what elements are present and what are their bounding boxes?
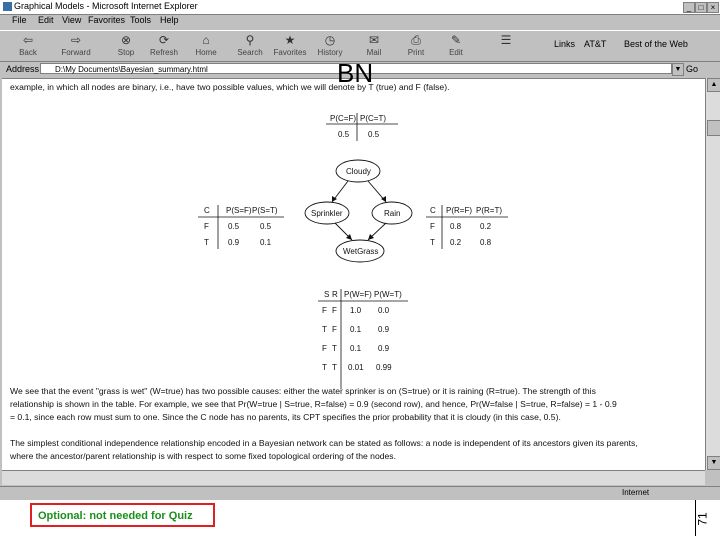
search-label: Search <box>237 48 263 57</box>
home-button[interactable] <box>188 33 224 61</box>
minimize-button[interactable]: _ <box>683 2 695 13</box>
links-label: Links <box>554 39 576 49</box>
menu-view[interactable]: View <box>62 15 82 25</box>
quiz-note-box <box>30 503 215 527</box>
refresh-button[interactable] <box>146 33 182 61</box>
slide-title: BN <box>337 58 374 88</box>
edit-button[interactable] <box>438 33 474 61</box>
wg-r2c0: F <box>322 344 327 353</box>
forward-arrow-icon: ⇨ <box>70 33 82 47</box>
bayes-net-diagram <box>2 99 705 399</box>
stop-label: Stop <box>117 48 135 57</box>
para1-line3: = 0.1, since each row must sum to one. Since the C node has no parents, its CPT specifies the prior probability that it is cloudy (in this case, 0.5). <box>10 412 561 422</box>
discuss-button[interactable] <box>488 33 524 61</box>
print-button[interactable] <box>398 33 434 61</box>
wetgrass-h0: S <box>324 290 330 299</box>
sprinkler-r0c2: 0.5 <box>260 222 272 231</box>
menu-file[interactable]: File <box>12 15 27 25</box>
wetgrass-h3: P(W=T) <box>374 290 402 299</box>
address-label: Address <box>6 64 40 74</box>
mail-icon: ✉ <box>368 33 380 47</box>
sprinkler-node-label: Sprinkler <box>311 209 343 218</box>
rain-cpt-table <box>426 205 508 249</box>
history-label: History <box>317 48 343 57</box>
print-icon: ⎙ <box>411 33 421 47</box>
scroll-down-button[interactable]: ▼ <box>707 456 720 470</box>
para2-line2: where the ancestor/parent relationship is with respect to some fixed topological ordering of the nodes. <box>10 451 396 461</box>
mail-button[interactable] <box>356 33 392 61</box>
rain-h2: P(R=T) <box>476 206 502 215</box>
wg-r1c3: 0.9 <box>378 325 390 334</box>
rain-r0c2: 0.2 <box>480 222 492 231</box>
slide-number <box>695 504 716 534</box>
rain-r0c0: F <box>430 222 435 231</box>
rain-r0c1: 0.8 <box>450 222 462 231</box>
edit-label: Edit <box>449 48 463 57</box>
wg-r2c1: T <box>332 344 337 353</box>
wg-r3c3: 0.99 <box>376 363 392 372</box>
window-title: Graphical Models - Microsoft Internet Explorer <box>14 1 198 11</box>
address-input[interactable]: D:\My Documents\Bayesian_summary.html <box>40 63 672 74</box>
go-button[interactable]: Go <box>686 64 699 74</box>
edit-icon: ✎ <box>450 33 462 47</box>
home-label: Home <box>195 48 217 57</box>
wg-r2c2: 0.1 <box>350 344 362 353</box>
wetgrass-node-label: WetGrass <box>343 247 379 256</box>
menu-favorites[interactable]: Favorites <box>88 15 126 25</box>
wg-r0c1: F <box>332 306 337 315</box>
para2-line1: The simplest conditional independence relationship encoded in a Bayesian network can be stated as follows: a node is independent of its ancestors given its parents, <box>10 438 638 448</box>
stop-button[interactable] <box>108 33 144 61</box>
back-button[interactable] <box>10 33 46 61</box>
wg-r0c3: 0.0 <box>378 306 390 315</box>
print-label: Print <box>407 48 425 57</box>
sprinkler-r1c0: T <box>204 238 209 247</box>
mail-label: Mail <box>366 48 382 57</box>
vertical-scrollbar[interactable] <box>705 78 720 470</box>
scroll-up-button[interactable]: ▲ <box>707 78 720 92</box>
sprinkler-r1c2: 0.1 <box>260 238 272 247</box>
wg-r3c0: T <box>322 363 327 372</box>
history-icon: ◷ <box>324 33 336 47</box>
title-bar <box>0 0 720 15</box>
rain-h0: C <box>430 206 436 215</box>
sprinkler-h0: C <box>204 206 210 215</box>
menu-help[interactable]: Help <box>160 15 179 25</box>
para1-line1: We see that the event "grass is wet" (W=true) has two possible causes: either the water sprinker is on (S=true) or it is raining (R=true). The strength of this <box>10 386 596 396</box>
refresh-icon: ⟳ <box>158 33 170 47</box>
wetgrass-h2: P(W=F) <box>344 290 372 299</box>
rain-h1: P(R=F) <box>446 206 472 215</box>
wg-r2c3: 0.9 <box>378 344 390 353</box>
maximize-button[interactable]: □ <box>695 2 707 13</box>
cloudy-h0: P(C=F) <box>330 114 356 123</box>
status-zone: Internet <box>622 488 650 497</box>
rain-r1c2: 0.8 <box>480 238 492 247</box>
quiz-note-text: Optional: not needed for Quiz <box>38 510 193 522</box>
favorites-icon: ★ <box>284 33 296 47</box>
link-best-of-web[interactable]: Best of the Web <box>624 39 688 49</box>
scroll-thumb[interactable] <box>707 120 720 136</box>
search-button[interactable] <box>232 33 268 61</box>
menu-edit[interactable]: Edit <box>38 15 54 25</box>
favorites-label: Favorites <box>273 48 307 57</box>
wg-r0c2: 1.0 <box>350 306 362 315</box>
rain-node-label: Rain <box>384 209 401 218</box>
link-att[interactable]: AT&T <box>584 39 607 49</box>
sprinkler-r0c0: F <box>204 222 209 231</box>
menu-tools[interactable]: Tools <box>130 15 152 25</box>
address-dropdown-button[interactable]: ▼ <box>672 63 684 76</box>
cloudy-v1: 0.5 <box>368 130 380 139</box>
wg-r1c1: F <box>332 325 337 334</box>
status-bar <box>0 486 720 500</box>
history-button[interactable] <box>312 33 348 61</box>
sprinkler-r1c1: 0.9 <box>228 238 240 247</box>
menu-bar <box>0 14 720 28</box>
rain-r1c1: 0.2 <box>450 238 462 247</box>
para1-line2: relationship is shown in the table. For example, we see that Pr(W=true | S=true, R=false) = 0.9 (second row), and hence, Pr(W=false | S=true, R=false) = 1 - 0.9 <box>10 399 617 409</box>
wg-r1c2: 0.1 <box>350 325 362 334</box>
favorites-button[interactable] <box>272 33 308 61</box>
search-icon: ⚲ <box>245 33 255 47</box>
stop-icon: ⊗ <box>120 33 132 47</box>
wetgrass-h1: R <box>332 290 338 299</box>
cloudy-h1: P(C=T) <box>360 114 386 123</box>
discuss-icon: ☰ <box>500 33 512 47</box>
forward-button[interactable] <box>58 33 94 61</box>
wg-r0c0: F <box>322 306 327 315</box>
back-arrow-icon: ⇦ <box>22 33 34 47</box>
horizontal-scrollbar[interactable] <box>2 470 705 485</box>
page-content <box>2 78 705 471</box>
sprinkler-cpt-table <box>198 205 284 249</box>
wg-r3c2: 0.01 <box>348 363 364 372</box>
cloudy-v0: 0.5 <box>338 130 350 139</box>
forward-label: Forward <box>61 48 91 57</box>
refresh-label: Refresh <box>149 48 178 57</box>
sprinkler-h1: P(S=F) <box>226 206 252 215</box>
slide-number-text: 71 <box>695 512 710 526</box>
wetgrass-cpt-table <box>318 289 408 389</box>
wg-r3c1: T <box>332 363 337 372</box>
back-label: Back <box>19 48 37 57</box>
close-button[interactable]: × <box>707 2 719 13</box>
cloudy-cpt-table <box>326 113 398 141</box>
rain-r1c0: T <box>430 238 435 247</box>
sprinkler-h2: P(S=T) <box>252 206 278 215</box>
cloudy-node-label: Cloudy <box>346 167 371 176</box>
wg-r1c0: T <box>322 325 327 334</box>
sprinkler-r0c1: 0.5 <box>228 222 240 231</box>
home-icon: ⌂ <box>202 33 210 47</box>
intro-text: example, in which all nodes are binary, i.e., have two possible values, which we will denote by T (true) and F (false). <box>10 82 450 92</box>
ie-logo-icon <box>3 2 12 11</box>
